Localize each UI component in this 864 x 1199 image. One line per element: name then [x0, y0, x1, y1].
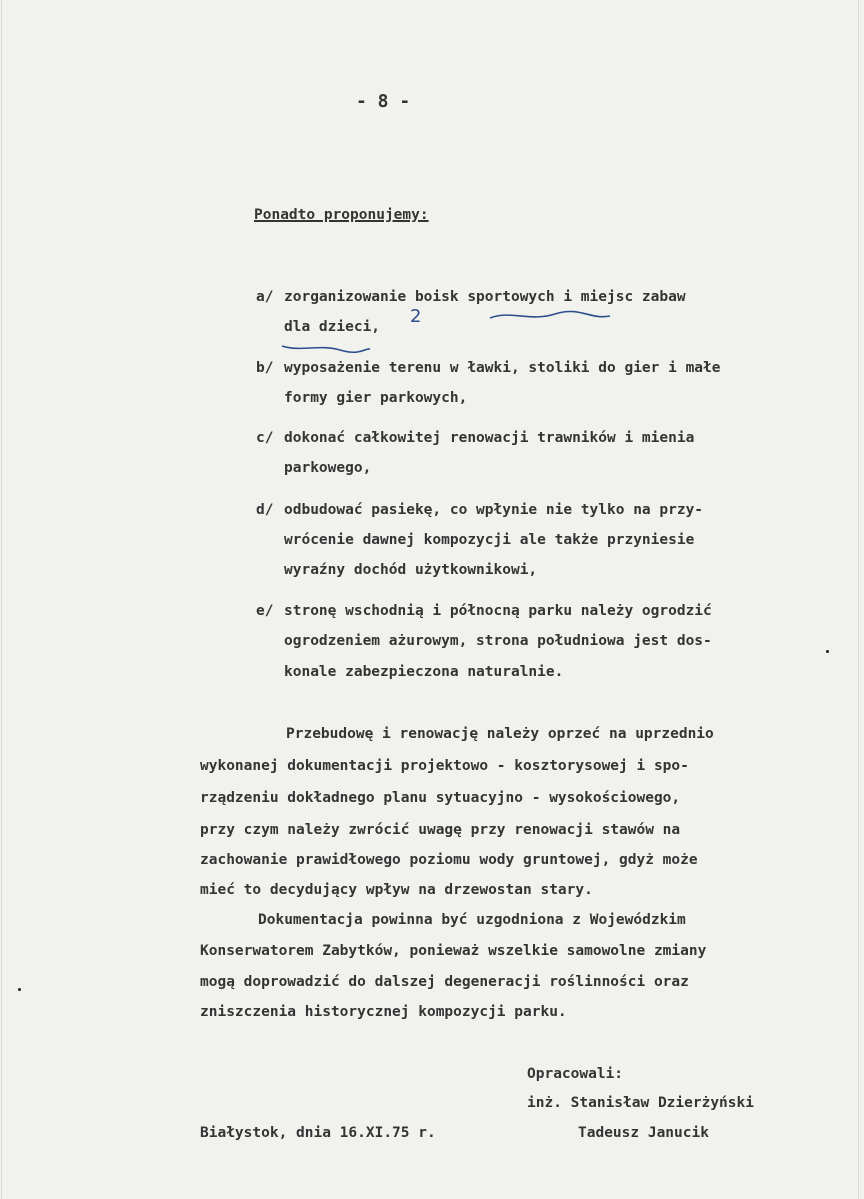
paragraph-line: Konserwatorem Zabytków, ponieważ wszelkie samowolne zmiany [200, 943, 707, 959]
paragraph-line: zniszczenia historycznej kompozycji parku. [200, 1004, 567, 1020]
item-letter: b/ [256, 360, 274, 376]
item-line: parkowego, [284, 460, 372, 476]
item-letter: d/ [256, 502, 274, 518]
paragraph-line: wykonanej dokumentacji projektowo - kosztorysowej i spo- [200, 758, 689, 774]
item-line: formy gier parkowych, [284, 390, 468, 406]
paragraph-line: Dokumentacja powinna być uzgodniona z Wojewódzkim [258, 912, 686, 928]
item-line: wrócenie dawnej kompozycji ale także przyniesie [284, 532, 695, 548]
item-line: stronę wschodnią i północną parku należy ogrodzić [284, 603, 712, 619]
item-line: ogrodzeniem ażurowym, strona południowa jest dos- [284, 633, 712, 649]
item-line: dla dzieci, [284, 319, 381, 335]
paragraph-line: przy czym należy zwrócić uwagę przy renowacji stawów na [200, 822, 681, 838]
page-edge-right [858, 0, 859, 1199]
place-date: Białystok, dnia 16.XI.75 r. [200, 1125, 436, 1141]
item-line: zorganizowanie boisk sportowych i miejsc zabaw [284, 289, 686, 305]
section-heading: Ponadto proponujemy: [254, 207, 429, 223]
item-letter: e/ [256, 603, 274, 619]
pencil-underline-marks [270, 300, 620, 360]
paragraph-line: zachowanie prawidłowego poziomu wody gruntowej, gdyż może [200, 852, 698, 868]
signature-name-2: Tadeusz Janucik [578, 1125, 709, 1141]
item-line: wyposażenie terenu w ławki, stoliki do gier i małe [284, 360, 721, 376]
item-line: odbudować pasiekę, co wpłynie nie tylko na przy- [284, 502, 704, 518]
ink-speck [18, 988, 21, 991]
signature-name-1: inż. Stanisław Dzierżyński [527, 1095, 754, 1111]
signature-label: Opracowali: [527, 1066, 624, 1082]
item-line: wyraźny dochód użytkownikowi, [284, 562, 538, 578]
item-letter: a/ [256, 289, 274, 305]
paragraph-line: Przebudowę i renowację należy oprzeć na uprzednio [286, 726, 714, 742]
paragraph-line: mogą doprowadzić do dalszej degeneracji roślinności oraz [200, 974, 689, 990]
item-letter: c/ [256, 430, 274, 446]
paragraph-line: rządzeniu dokładnego planu sytuacyjno - wysokościowego, [200, 790, 681, 806]
item-line: konale zabezpieczona naturalnie. [284, 664, 564, 680]
paragraph-line: mieć to decydujący wpływ na drzewostan stary. [200, 882, 593, 898]
page-number: - 8 - [356, 91, 411, 112]
pencil-number: 2 [410, 306, 422, 327]
page-edge-left [1, 0, 2, 1199]
ink-speck [826, 650, 829, 653]
item-line: dokonać całkowitej renowacji trawników i mienia [284, 430, 695, 446]
